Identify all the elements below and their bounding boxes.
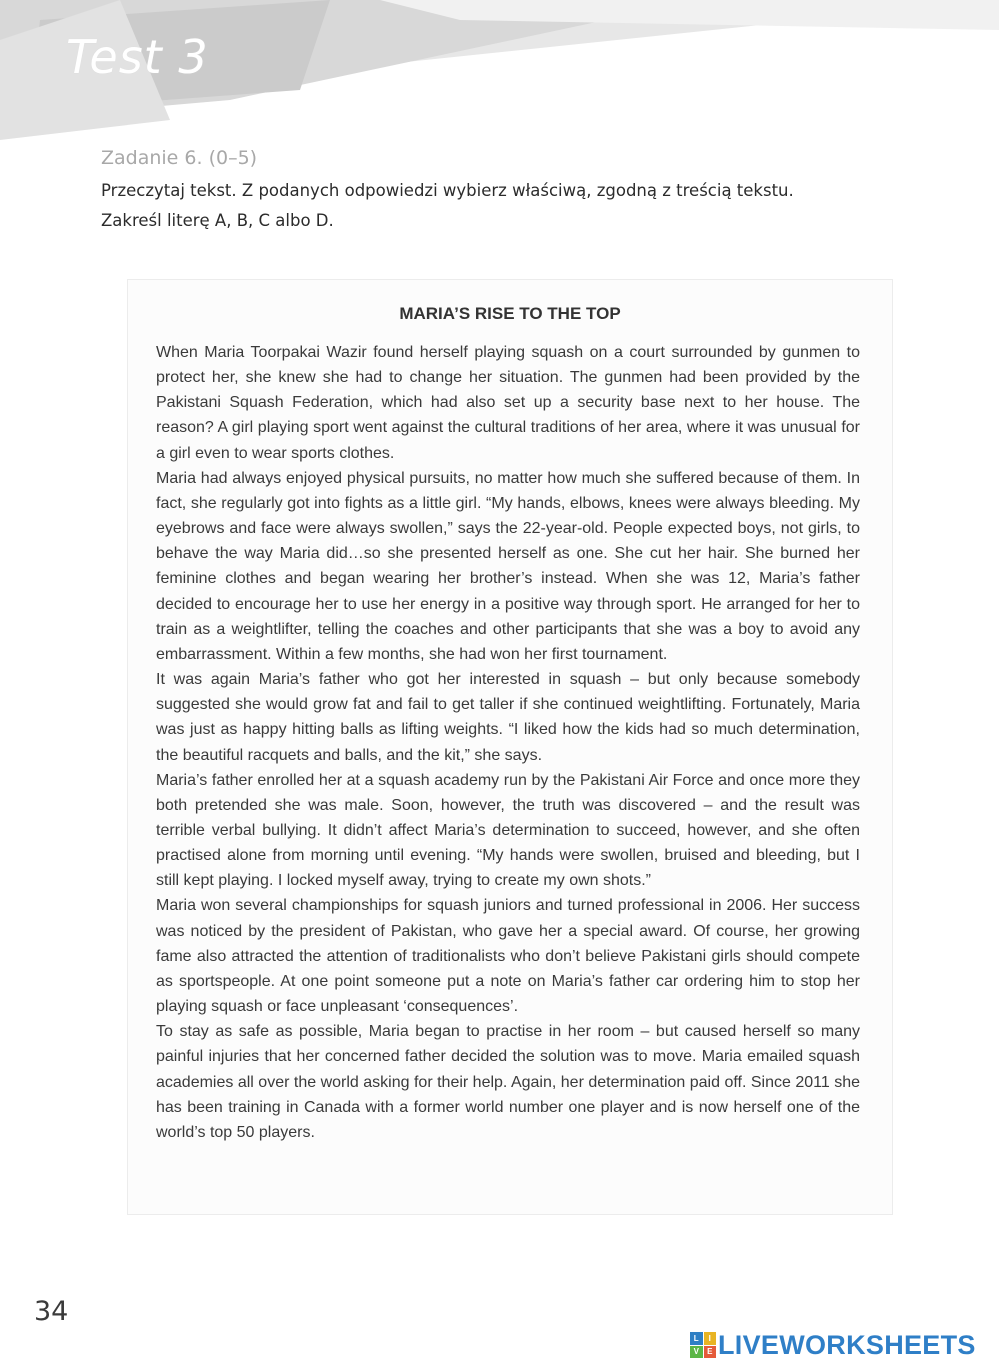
article-body [156, 340, 860, 1145]
article-paragraph: To stay as safe as possible, Maria began to practise in her room – but caused herself so many painful injuries that her concerned father decided the solution was to move. Maria emailed squash academies all over the world asking for their help. Again, her determination paid off. Since 2011 she has been training in Canada with a former world number one player and is now herself one of the world’s top 50 players. [156, 1023, 860, 1141]
article-paragraph: Maria’s father enrolled her at a squash academy run by the Pakistani Air Force and once more they both pretended she was male. Soon, however, the truth was discovered – and the result was terrible verbal bullying. It didn’t affect Maria’s determination to succeed, however, and she often practised alone from morning until evening. “My hands were swollen, bruised and bleeding, but I still kept playing. I locked myself away, trying to create my own shots.” [156, 771, 860, 890]
instruction-line-2: Zakreśl literę A, B, C albo D. [101, 211, 334, 230]
article-paragraph: Maria won several championships for squash juniors and turned professional in 2006. Her success was noticed by the president of Pakistan, who gave her a special award. Of course, her growing fame also attracted the attention of traditionalists who don’t believe Pakistani girls should compete as sportspeople. At one point someone put a note on Maria’s father car ordering him to stop her playing squash or face unpleasant ‘consequences’. [156, 897, 860, 1016]
article-paragraph: Maria had always enjoyed physical pursuits, no matter how much she suffered because of them. In fact, she regularly got into fights as a little girl. “My hands, elbows, knees were always bleeding. My eyebrows and face were always swollen,” says the 22-year-old. People expected boys, not girls, to behave the way Maria did…so she presented herself as one. She cut her hair. She burned her feminine clothes and began wearing her brother’s instead. When she was 12, Maria’s father decided to encourage her to use her energy in a positive way through sport. He arranged for her to train as a weightlifter, telling the coaches and other participants that she was a boy to avoid any embarrassment. Within a few months, she had won her first tournament. [156, 469, 860, 663]
article-title: MARIA’S RISE TO THE TOP [399, 304, 621, 323]
reading-text-box [127, 279, 893, 1215]
article-paragraph: When Maria Toorpakai Wazir found herself playing squash on a court surrounded by gunmen to protect her, she knew she had to change her situation. The gunmen had been provided by the Pakistani Squash Federation, which had also set up a security base next to her house. The reason? A girl playing sport went against the cultural traditions of her area, where it was unusual for a girl even to wear sports clothes. [156, 344, 860, 462]
liveworksheets-logo[interactable] [690, 1330, 976, 1360]
test-title: Test 3 [66, 30, 209, 84]
article-paragraph: It was again Maria’s father who got her interested in squash – but only because somebody suggested she would grow fat and fail to get taller if she continued weightlifting. Fortunately, Maria was just as happy hitting balls as lifting weights. “I liked how the kids had so much determination, the beautiful racquets and balls, and the kit,” she says. [156, 671, 860, 764]
instruction-line-1: Przeczytaj tekst. Z podanych odpowiedzi wybierz właściwą, zgodną z treścią tekstu. [101, 181, 794, 200]
liveworksheets-icon: L I V E [690, 1332, 716, 1358]
page-number: 34 [34, 1296, 69, 1327]
brand-text: LIVEWORKSHEETS [718, 1329, 976, 1360]
task-title: Zadanie 6. (0–5) [101, 147, 258, 169]
